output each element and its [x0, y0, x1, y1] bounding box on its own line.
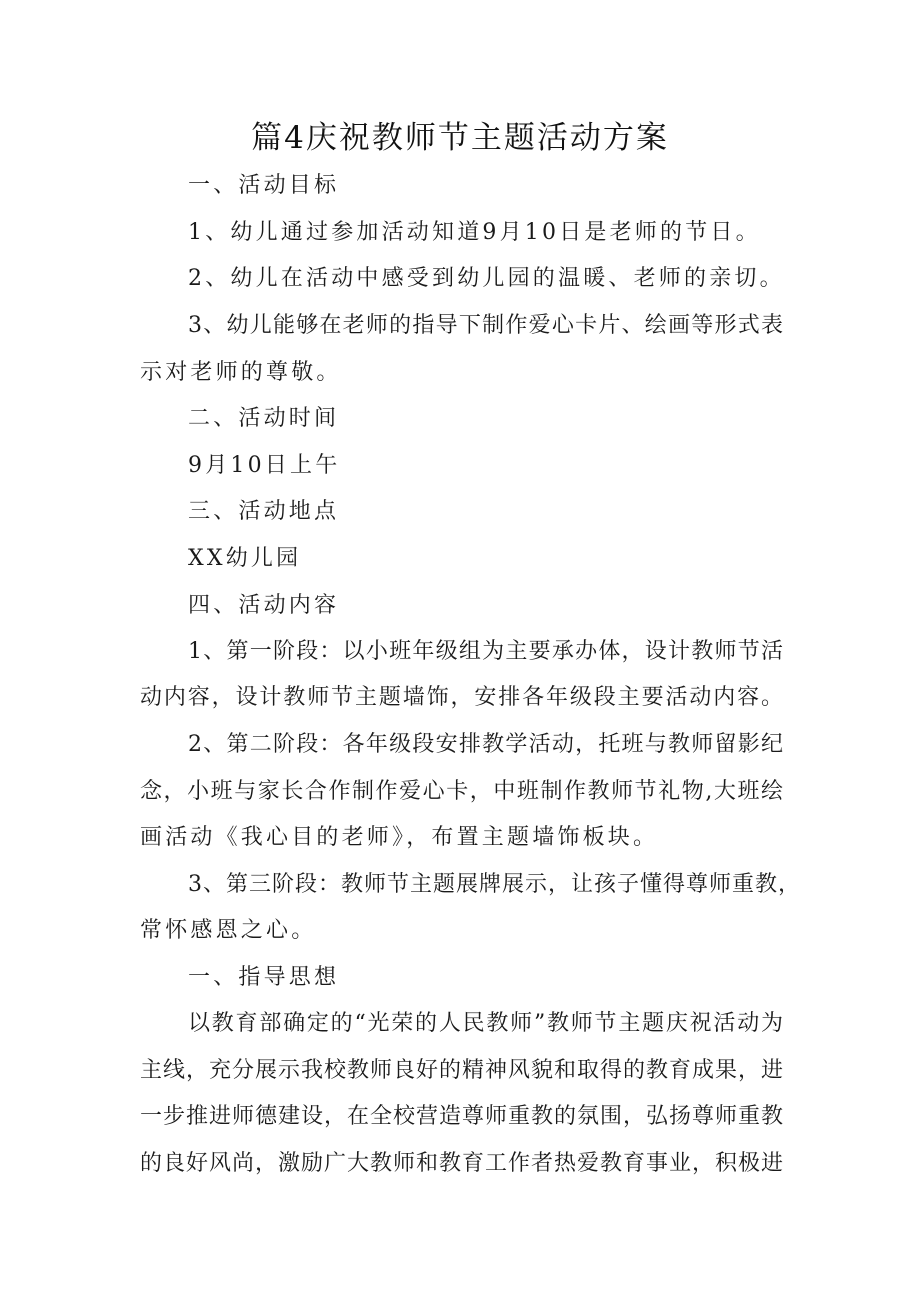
paragraph-line: 主线，充分展示我校教师良好的精神风貌和取得的教育成果，进: [140, 1058, 785, 1083]
section-heading: 一、活动目标: [188, 173, 340, 198]
paragraph-line: XX幼儿园: [188, 546, 302, 571]
paragraph-line: 2、幼儿在活动中感受到幼儿园的温暖、老师的亲切。: [188, 266, 785, 291]
document-title: 篇4庆祝教师节主题活动方案: [251, 120, 669, 156]
paragraph-line: 动内容，设计教师节主题墙饰，安排各年级段主要活动内容。: [140, 685, 784, 710]
paragraph-line: 2、第二阶段：各年级段安排教学活动，托班与教师留影纪: [188, 732, 784, 757]
paragraph-line: 念，小班与家长合作制作爱心卡，中班制作教师节礼物,大班绘: [140, 779, 784, 804]
paragraph-line: 3、幼儿能够在老师的指导下制作爱心卡片、绘画等形式表: [188, 313, 784, 338]
section-heading: 四、活动内容: [188, 593, 340, 618]
paragraph-line: 以教育部确定的“光荣的人民教师”教师节主题庆祝活动为: [188, 1011, 784, 1036]
paragraph-line: 1、幼儿通过参加活动知道9月10日是老师的节日。: [188, 220, 761, 245]
paragraph-line: 3、第三阶段：教师节主题展牌展示，让孩子懂得尊师重教，: [188, 872, 801, 897]
section-heading: 一、指导思想: [188, 965, 340, 990]
paragraph-line: 示对老师的尊敬。: [140, 360, 342, 385]
paragraph-line: 画活动《我心目的老师》，布置主题墙饰板块。: [140, 825, 659, 850]
paragraph-line: 9月10日上午: [188, 453, 341, 478]
section-heading: 二、活动时间: [188, 406, 340, 431]
section-heading: 三、活动地点: [188, 499, 340, 524]
paragraph-line: 一步推进师德建设，在全校营造尊师重教的氛围，弘扬尊师重教: [140, 1104, 785, 1129]
paragraph-line: 常怀感恩之心。: [140, 918, 317, 943]
paragraph-line: 1、第一阶段：以小班年级组为主要承办体，设计教师节活: [188, 639, 784, 664]
paragraph-line: 的良好风尚，激励广大教师和教育工作者热爱教育事业，积极进: [140, 1151, 785, 1176]
